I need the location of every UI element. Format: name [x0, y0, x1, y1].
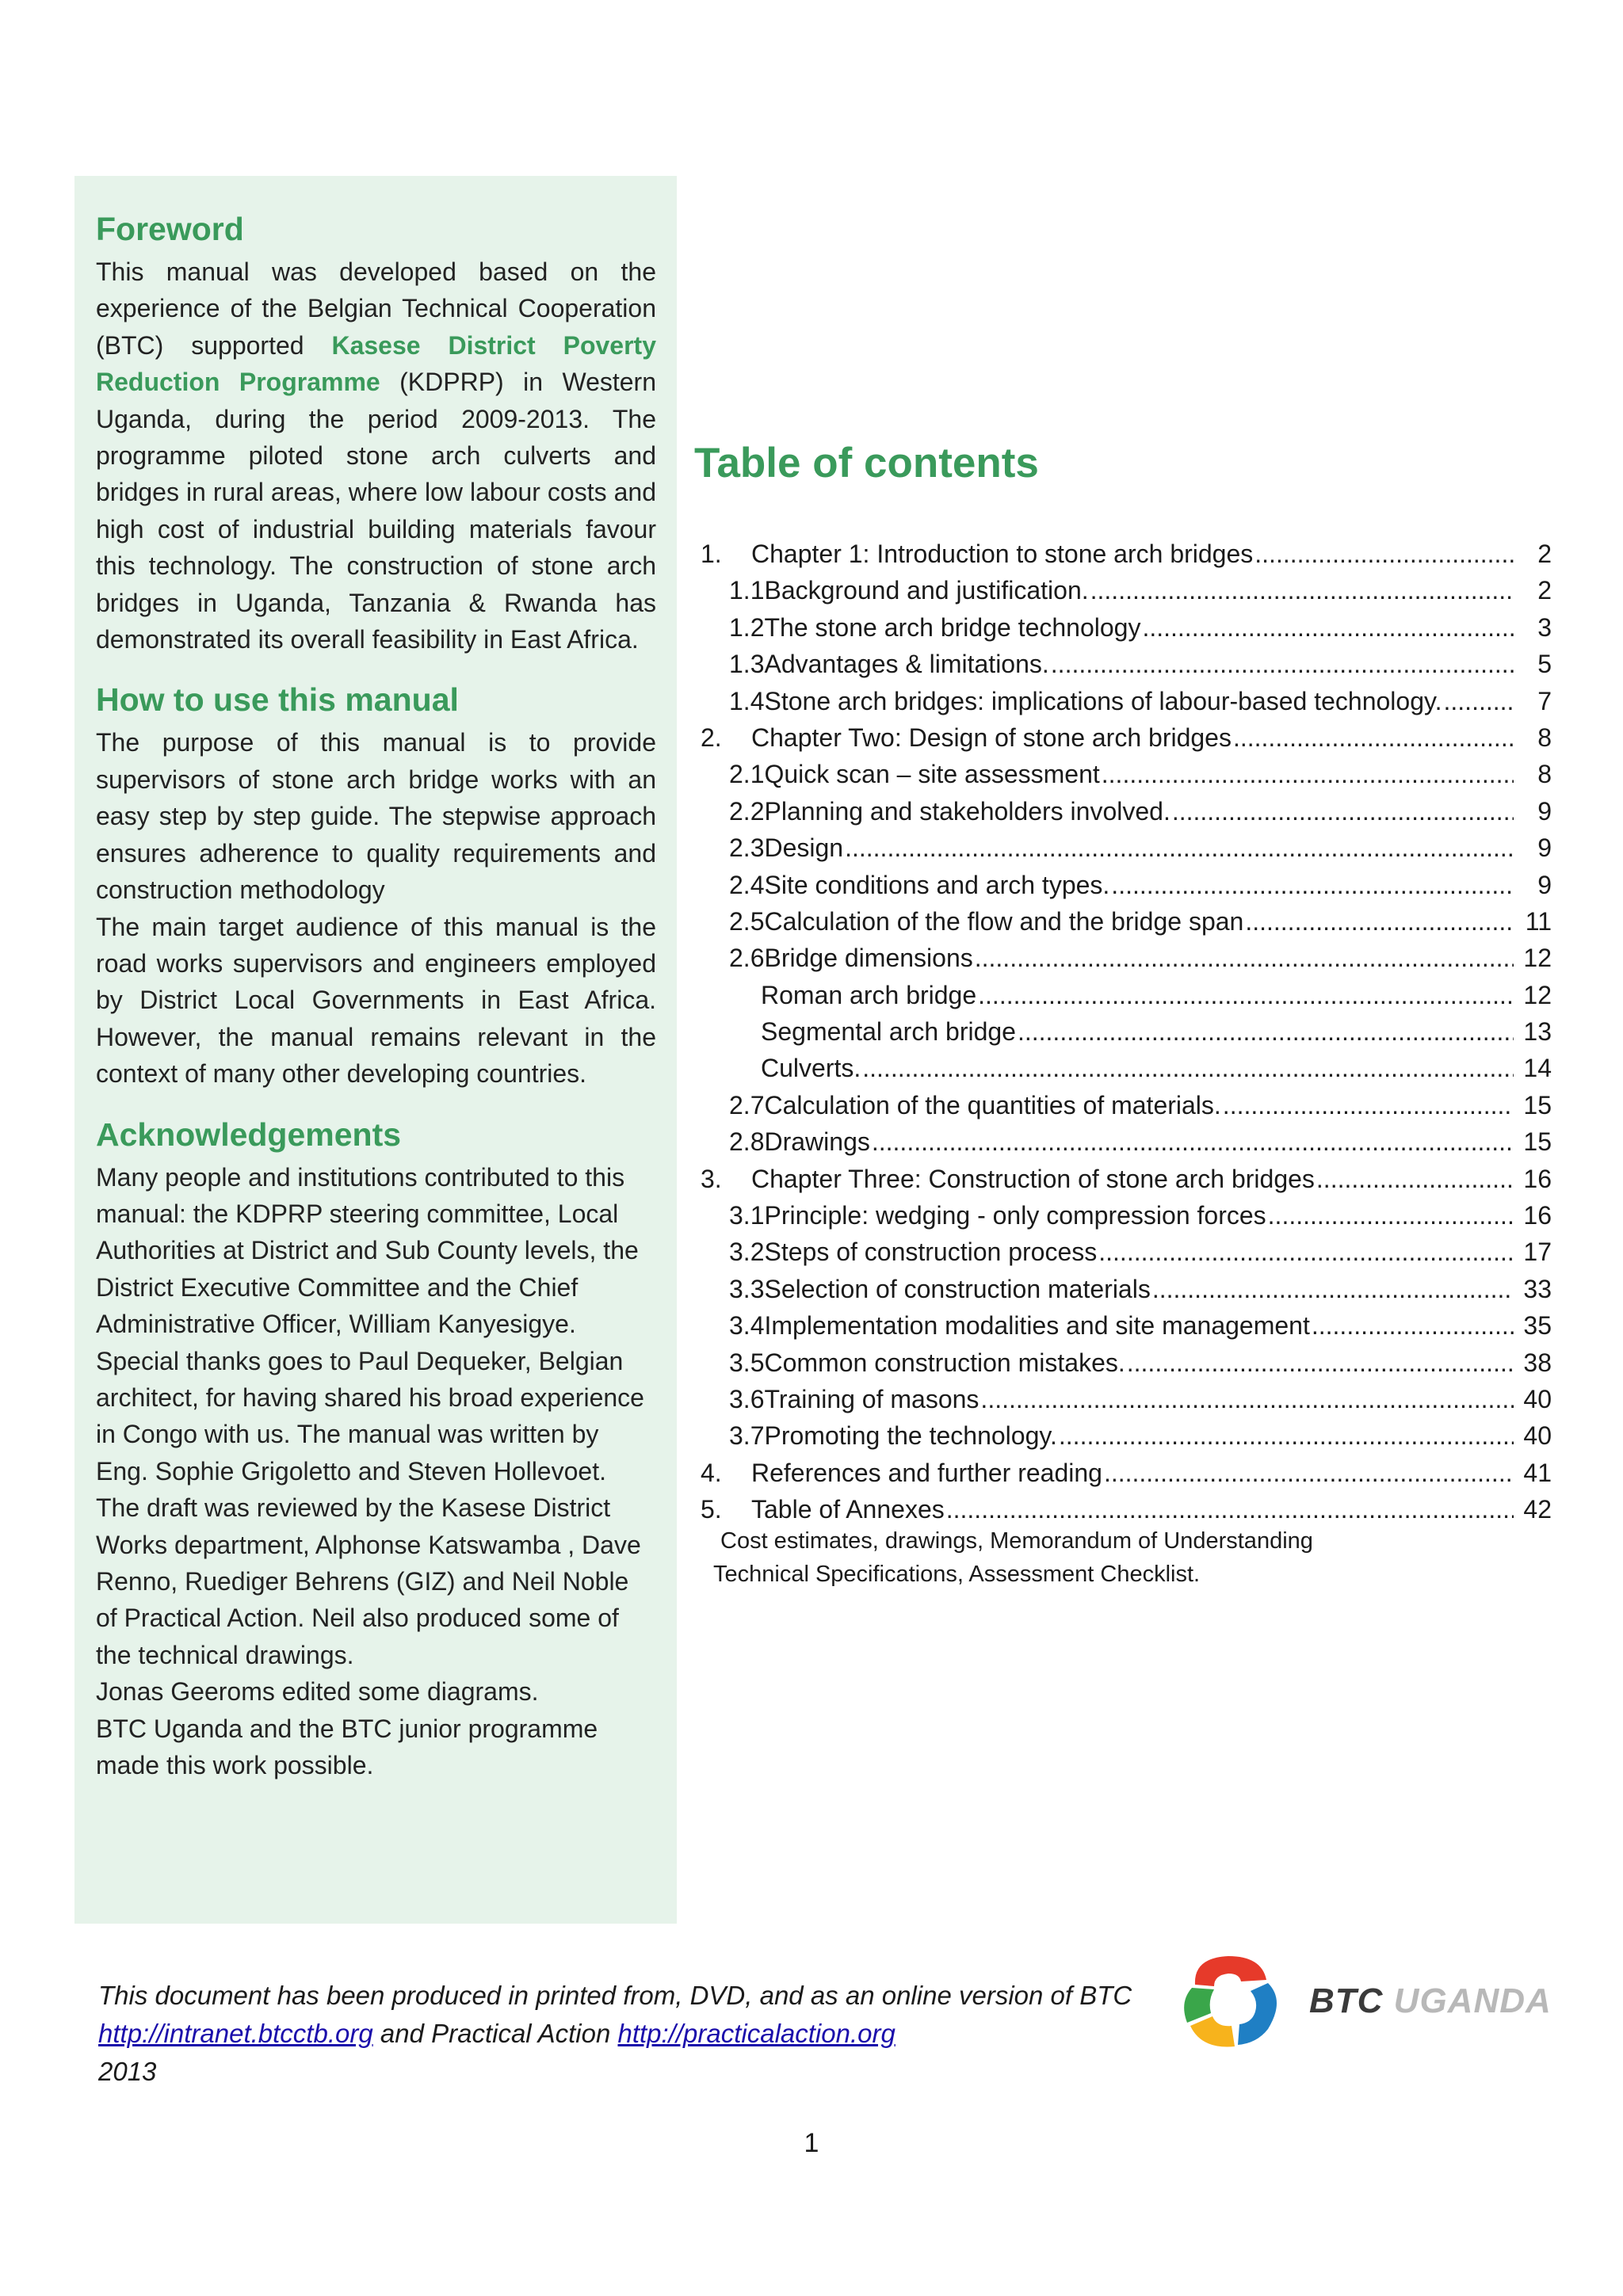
toc-entry-page: 40 — [1523, 1384, 1552, 1413]
toc-entry-text — [729, 1344, 1514, 1381]
toc-entry[interactable] — [697, 1271, 1552, 1307]
toc-entry[interactable] — [697, 756, 1552, 792]
toc-entry[interactable] — [697, 536, 1552, 572]
toc-entry-number: 3.7 — [729, 1421, 765, 1451]
toc-entry-page: 35 — [1523, 1311, 1552, 1341]
toc-entry-text — [701, 1161, 1514, 1197]
toc-entry-number: 3. — [701, 1164, 722, 1193]
toc-entry-label: Calculation of the quantities of materials. — [764, 1090, 1221, 1119]
toc-entry-label: Principle: wedging - only compression forces — [764, 1201, 1266, 1230]
toc-entry-leader — [978, 977, 1514, 1013]
toc-entry[interactable] — [697, 1455, 1552, 1491]
toc-entry-number: 2. — [701, 723, 722, 752]
toc-entry[interactable] — [697, 1234, 1552, 1270]
toc-entry-label: Background and justification. — [764, 576, 1089, 605]
toc-entry-text — [729, 940, 1514, 976]
toc-entry-label: Design — [764, 833, 844, 863]
toc-entry-label: Selection of construction materials — [764, 1274, 1151, 1303]
toc-entry-text — [729, 1381, 1514, 1417]
toc-entry-number: 2.3 — [729, 833, 765, 863]
toc-entry-text — [729, 1087, 1514, 1123]
toc-entry-text — [761, 1050, 1514, 1086]
toc-entry-page: 16 — [1523, 1164, 1552, 1193]
toc-entry-label: Common construction mistakes. — [764, 1348, 1125, 1377]
toc-entry-page: 13 — [1523, 1017, 1552, 1047]
toc-entry-number: 1.3 — [729, 650, 765, 679]
footer-year: 2013 — [98, 2057, 157, 2086]
toc-entry-leader — [1059, 1417, 1514, 1454]
acknowledgements-text-2: Jonas Geeroms edited some diagrams. — [96, 1677, 539, 1707]
toc-entry-leader — [1312, 1307, 1514, 1344]
toc-entry-text — [761, 977, 1514, 1013]
toc-entry-page: 14 — [1523, 1054, 1552, 1083]
toc-entry-leader — [1018, 1013, 1514, 1050]
how-to-heading: How to use this manual — [96, 681, 459, 719]
toc-entry-page: 3 — [1537, 612, 1552, 642]
toc-entry-text — [729, 572, 1514, 608]
toc-entry-label: Table of Annexes — [751, 1495, 945, 1524]
toc-entry-page: 5 — [1537, 650, 1552, 679]
toc-entry-number: 2.4 — [729, 870, 765, 899]
toc-entry-page: 17 — [1523, 1238, 1552, 1267]
toc-entry-page: 42 — [1523, 1495, 1552, 1524]
toc-entry-leader — [980, 1381, 1514, 1417]
toc-entry-text — [761, 1013, 1514, 1050]
toc-entry-page: 33 — [1523, 1274, 1552, 1303]
toc-entry-label: Bridge dimensions — [764, 944, 973, 973]
foreword-text — [96, 254, 656, 658]
toc-entry-label: Roman arch bridge — [761, 980, 977, 1009]
annex-note-line-1: Cost estimates, drawings, Memorandum of Understanding — [720, 1528, 1313, 1554]
toc-entry[interactable] — [697, 1050, 1552, 1086]
toc-entry-label: Chapter Three: Construction of stone arch bridges — [751, 1164, 1315, 1193]
foreword-text-part-1: This manual was developed based on the experience of the Belgian Technical Cooperation (BTC) supported — [96, 257, 656, 360]
toc-list — [697, 536, 1552, 1528]
toc-entry-leader — [1172, 793, 1514, 830]
toc-entry-label: Planning and stakeholders involved. — [764, 796, 1170, 826]
toc-entry-leader — [1142, 609, 1514, 646]
how-to-text-1: The purpose of this manual is to provide supervisors of stone arch bridge works with an easy step by step guide. The stepwise approach ensures adherence to quality requirements and construction methodology — [96, 728, 656, 905]
toc-entry-number: 1.1 — [729, 576, 765, 605]
toc-entry-leader — [1223, 1087, 1514, 1123]
toc-entry-label: References and further reading — [751, 1458, 1102, 1487]
toc-entry-leader — [1444, 683, 1514, 719]
toc-entry-label: The stone arch bridge technology — [764, 612, 1141, 642]
toc-entry-label: Culverts. — [761, 1054, 861, 1083]
toc-entry-page: 40 — [1523, 1421, 1552, 1451]
toc-entry-label: Implementation modalities and site management — [764, 1311, 1310, 1341]
toc-entry-leader — [1152, 1271, 1514, 1307]
toc-entry-number: 3.1 — [729, 1201, 765, 1230]
toc-entry-leader — [975, 940, 1514, 976]
toc-entry[interactable] — [697, 683, 1552, 719]
toc-entry-leader — [1127, 1344, 1514, 1381]
toc-entry-leader — [1098, 1234, 1514, 1270]
toc-entry-number: 1. — [701, 540, 722, 568]
toc-entry[interactable] — [697, 867, 1552, 903]
toc-entry-leader — [1316, 1161, 1514, 1197]
toc-entry[interactable] — [697, 830, 1552, 866]
toc-entry[interactable] — [697, 1197, 1552, 1234]
toc-entry-leader — [1104, 1455, 1514, 1491]
toc-entry-page: 38 — [1523, 1348, 1552, 1377]
toc-entry-number: 5. — [701, 1495, 722, 1524]
footer-text-2: and Practical Action — [372, 2019, 618, 2048]
toc-entry[interactable] — [697, 1123, 1552, 1160]
btc-logo-mark-icon — [1179, 1953, 1287, 2051]
toc-entry-page: 2 — [1537, 576, 1552, 605]
toc-entry[interactable] — [697, 719, 1552, 756]
toc-entry[interactable] — [697, 1417, 1552, 1454]
toc-entry-number: 2.1 — [729, 760, 765, 789]
toc-title: Table of contents — [694, 440, 1039, 486]
toc-entry-leader — [862, 1050, 1514, 1086]
toc-entry-text — [701, 536, 1514, 572]
toc-entry-number: 2.5 — [729, 906, 765, 936]
left-panel — [74, 176, 677, 1924]
btc-logo-text — [1309, 1981, 1552, 2021]
toc-entry-label: Chapter 1: Introduction to stone arch bridges — [751, 540, 1254, 568]
annex-note — [713, 1524, 1537, 1591]
toc-entry-page: 15 — [1523, 1127, 1552, 1157]
toc-entry[interactable] — [697, 793, 1552, 830]
toc-entry-text — [729, 1234, 1514, 1270]
toc-entry-text — [729, 793, 1514, 830]
practical-action-link[interactable]: http://practicalaction.org — [617, 2019, 896, 2048]
toc-entry-label: Promoting the technology. — [764, 1421, 1057, 1451]
toc-entry-page: 41 — [1523, 1458, 1552, 1487]
foreword-highlight: Kasese District Poverty Reduction Programme — [96, 330, 656, 397]
toc-entry-number: 3.5 — [729, 1348, 765, 1377]
toc-entry-leader — [1245, 903, 1514, 940]
toc-entry-leader — [1090, 572, 1514, 608]
toc-entry-text — [729, 646, 1514, 682]
toc-entry-number: 4. — [701, 1458, 722, 1487]
toc-entry-number: 3.6 — [729, 1384, 765, 1413]
toc-entry-number: 2.2 — [729, 796, 765, 826]
toc-entry-page: 12 — [1523, 980, 1552, 1009]
toc-entry[interactable] — [697, 646, 1552, 682]
toc-entry-label: Advantages & limitations. — [764, 650, 1049, 679]
toc-entry-number: 2.6 — [729, 944, 765, 973]
page-number: 1 — [804, 2128, 819, 2158]
toc-entry[interactable] — [697, 1087, 1552, 1123]
toc-entry-text — [729, 1123, 1514, 1160]
toc-entry-number: 1.2 — [729, 612, 765, 642]
toc-entry-page: 12 — [1523, 944, 1552, 973]
toc-entry-number: 3.3 — [729, 1274, 765, 1303]
toc-entry[interactable] — [697, 1381, 1552, 1417]
toc-entry-number: 3.4 — [729, 1311, 765, 1341]
how-to-text-2: The main target audience of this manual is the road works supervisors and engineers employed by District Local Governments in East Africa. However, the manual remains relevant in the context of many other developing countries. — [96, 912, 656, 1089]
toc-entry-label: Steps of construction process — [764, 1238, 1098, 1267]
toc-entry[interactable] — [697, 1307, 1552, 1344]
toc-entry-page: 15 — [1523, 1090, 1552, 1119]
toc-entry-label: Chapter Two: Design of stone arch bridges — [751, 723, 1232, 752]
toc-entry-label: Calculation of the flow and the bridge span — [764, 906, 1244, 936]
toc-entry-text — [701, 1491, 1514, 1527]
toc-entry-text — [729, 1197, 1514, 1234]
toc-entry[interactable] — [697, 903, 1552, 940]
toc-entry-page: 8 — [1537, 760, 1552, 789]
toc-entry-page: 9 — [1537, 833, 1552, 863]
toc-entry-leader — [1233, 719, 1514, 756]
toc-entry-text — [729, 1271, 1514, 1307]
footer-note — [98, 1977, 1176, 2091]
toc-entry-page: 8 — [1537, 723, 1552, 752]
toc-entry-leader — [1254, 536, 1514, 572]
toc-entry-text — [729, 1417, 1514, 1454]
toc-entry-text — [729, 830, 1514, 866]
toc-entry[interactable] — [697, 1491, 1552, 1527]
toc-entry-leader — [1111, 867, 1514, 903]
toc-entry-leader — [946, 1491, 1514, 1527]
toc-entry-number: 2.7 — [729, 1090, 765, 1119]
toc-entry-label: Drawings — [764, 1127, 870, 1157]
toc-entry[interactable] — [697, 1344, 1552, 1381]
foreword-heading: Foreword — [96, 211, 244, 247]
toc-entry-leader — [1268, 1197, 1514, 1234]
toc-entry-page: 9 — [1537, 796, 1552, 826]
toc-entry-text — [729, 903, 1514, 940]
toc-entry-number: 2.8 — [729, 1127, 765, 1157]
toc-entry[interactable] — [697, 609, 1552, 646]
toc-entry-text — [729, 756, 1514, 792]
toc-entry-page: 2 — [1537, 540, 1552, 568]
toc-entry-page: 11 — [1525, 906, 1552, 936]
acknowledgements-heading: Acknowledgements — [96, 1116, 402, 1153]
acknowledgements-text-3: BTC Uganda and the BTC junior programme made this work possible. — [96, 1714, 598, 1780]
toc-entry[interactable] — [697, 572, 1552, 608]
toc-entry[interactable] — [697, 1013, 1552, 1050]
btc-uganda-logo — [1179, 1953, 1552, 2051]
toc-entry-label: Segmental arch bridge — [761, 1017, 1016, 1047]
toc-entry-leader — [1051, 646, 1514, 682]
toc-entry-page: 7 — [1537, 686, 1552, 715]
toc-entry-text — [729, 1307, 1514, 1344]
footer-text-1: This document has been produced in printed from, DVD, and as an online version of BTC — [98, 1981, 1132, 2010]
toc-entry-leader — [1102, 756, 1514, 792]
toc-entry-text — [701, 719, 1514, 756]
toc-entry-leader — [872, 1123, 1514, 1160]
toc-entry-number: 1.4 — [729, 686, 765, 715]
toc-entry-label: Quick scan – site assessment — [764, 760, 1100, 789]
logo-text-uganda: UGANDA — [1393, 1981, 1552, 2020]
toc-entry-number: 3.2 — [729, 1238, 765, 1267]
toc-entry-text — [729, 867, 1514, 903]
annex-note-line-2: Technical Specifications, Assessment Checklist. — [713, 1562, 1201, 1587]
toc-entry-page: 9 — [1537, 870, 1552, 899]
toc-entry[interactable] — [697, 1161, 1552, 1197]
btc-intranet-link[interactable]: http://intranet.btcctb.org — [98, 2019, 373, 2048]
toc-entry[interactable] — [697, 940, 1552, 976]
logo-text-btc: BTC — [1309, 1981, 1384, 2020]
acknowledgements-text-1: Many people and institutions contributed to this manual: the KDPRP steering committee, Local Authorities at District and Sub County levels, the District Executive Committee and the Chief Administrative Officer, William Kanyesigye. Special thanks goes to Paul Dequeker, Belgian architect, for having shared his broad experience in Congo with us. The manual was written by Eng. Sophie Grigoletto and Steven Hollevoet. The draft was reviewed by the Kasese District Works department, Alphonse Katswamba , Dave Renno, Ruediger Behrens (GIZ) and Neil Noble of Practical Action. Neil also produced some of the technical drawings. — [96, 1162, 644, 1669]
toc-entry-text — [729, 609, 1514, 646]
foreword-text-part-2: (KDPRP) in Western Uganda, during the period 2009-2013. The programme piloted stone arch culverts and bridges in rural areas, where low labour costs and high cost of industrial building materials favour this technology. The construction of stone arch bridges in Uganda, Tanzania & Rwanda has demonstrated its overall feasibility in East Africa. — [96, 368, 656, 654]
toc-entry-leader — [845, 830, 1514, 866]
toc-entry-text — [701, 1455, 1514, 1491]
toc-entry-label: Site conditions and arch types. — [764, 870, 1110, 899]
toc-entry-page: 16 — [1523, 1201, 1552, 1230]
toc-entry[interactable] — [697, 977, 1552, 1013]
toc-entry-text — [729, 683, 1514, 719]
toc-entry-label: Training of masons — [764, 1384, 980, 1413]
toc-entry-label: Stone arch bridges: implications of labour-based technology. — [764, 686, 1442, 715]
